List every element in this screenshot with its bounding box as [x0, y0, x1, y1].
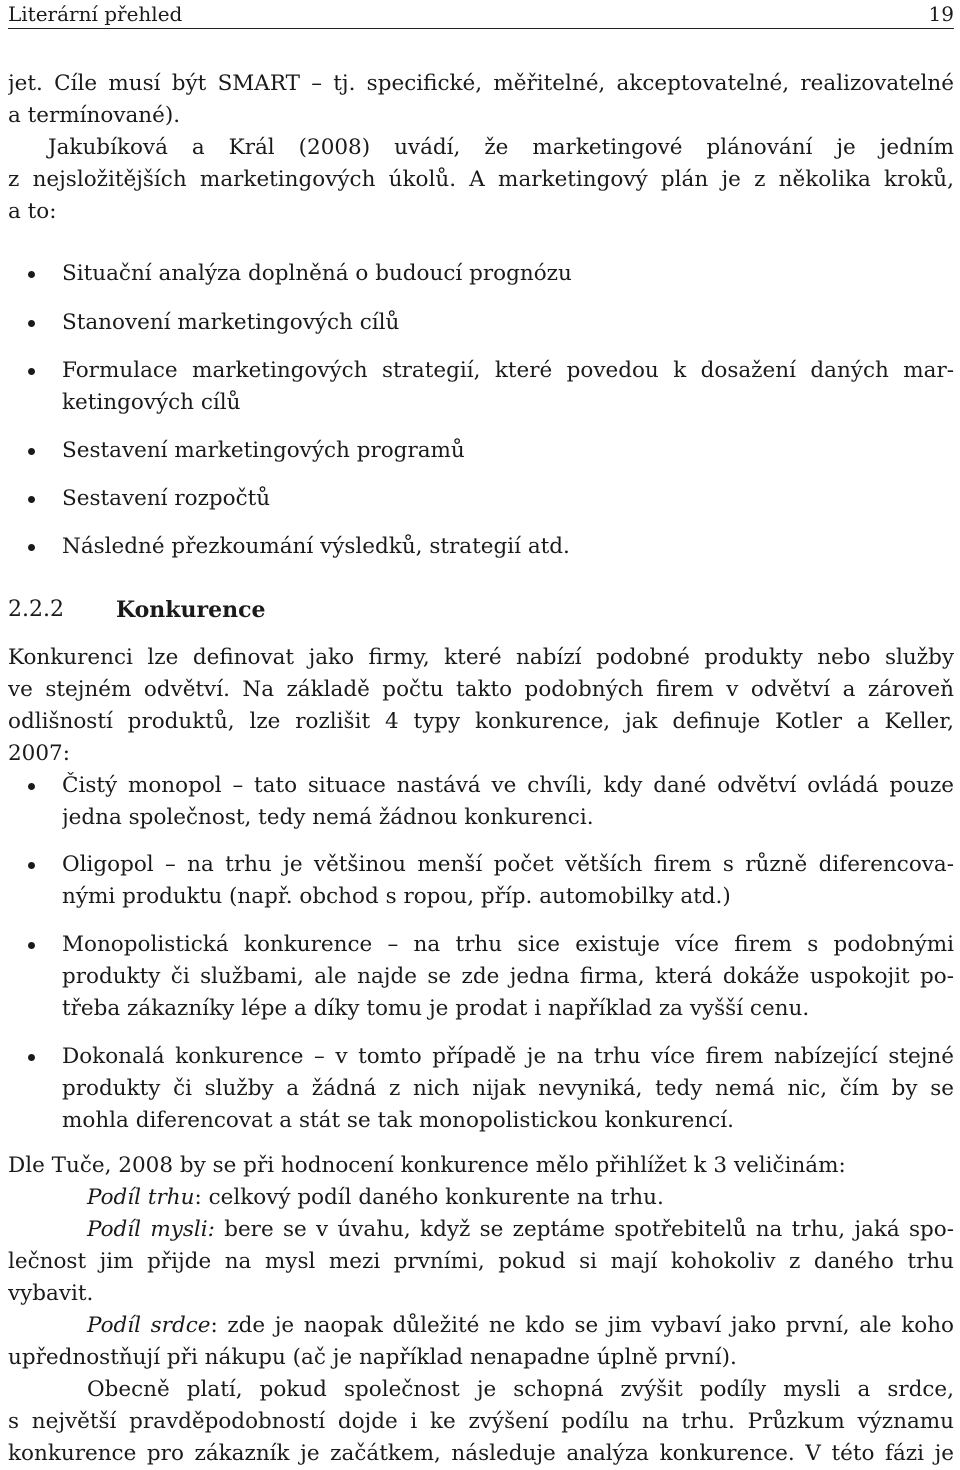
- list-item-text: Následné přezkoumání výsledků, strategií atd.: [62, 534, 570, 559]
- text-line: a to:: [8, 199, 57, 224]
- list-item-text: nými produktu (např. obchod s ropou, příp. automobilky atd.): [62, 884, 731, 909]
- bullet-icon: [28, 942, 35, 949]
- text-line: odlišností produktů, lze rozlišit 4 typy konkurence, jak definuje Kotler a Keller,: [8, 709, 954, 734]
- bullet-icon: [28, 544, 35, 551]
- mind-share-text: bere se v úvahu, když se zeptáme spotřebitelů na trhu, jaká spo-: [214, 1217, 954, 1242]
- text-line: upřednostňují při nákupu (ač je například nenapadne úplně první).: [8, 1345, 737, 1370]
- text-line: lečnost jim přijde na mysl mezi prvními, pokud si mají kohokoliv z daného trhu: [8, 1249, 954, 1274]
- list-item-text: třeba zákazníky lépe a díky tomu je prodat i například za vyšší cenu.: [62, 996, 810, 1021]
- bullet-icon: [28, 320, 35, 327]
- page-header: [8, 0, 954, 29]
- bullet-icon: [28, 1054, 35, 1061]
- text-line: ve stejném odvětví. Na základě počtu takto podobných firem v odvětví a zároveň: [8, 677, 954, 702]
- bullet-icon: [28, 496, 35, 503]
- list-item-text: Dokonalá konkurence – v tomto případě je na trhu více firem nabízející stejné: [62, 1044, 954, 1069]
- list-item-text: mohla diferencovat a stát se tak monopolistickou konkurencí.: [62, 1108, 734, 1133]
- bullet-icon: [28, 271, 35, 278]
- text-line: a termínované).: [8, 103, 181, 128]
- intro-paragraph: [8, 68, 954, 228]
- heart-share-text: : zde je naopak důležité ne kdo se jim vybaví jako první, ale koho: [210, 1313, 954, 1338]
- text-line: z nejsložitějších marketingových úkolů. A marketingový plán je z několika kroků,: [8, 167, 954, 192]
- competition-paragraph: [8, 642, 954, 770]
- list-item-text: Formulace marketingových strategií, které povedou k dosažení daných mar-: [62, 358, 954, 383]
- bullet-icon: [28, 862, 35, 869]
- list-item-text: ketingových cílů: [62, 390, 241, 415]
- heart-share-line: [8, 1310, 954, 1342]
- bullet-icon: [28, 448, 35, 455]
- section-number: 2.2.2: [8, 597, 64, 622]
- tuc-paragraph: [8, 1150, 954, 1470]
- text-line: konkurence pro zákazník je začátkem, následuje analýza konkurence. V této fázi je: [8, 1441, 954, 1466]
- section-title: Konkurence: [116, 597, 266, 623]
- mind-share-line: [8, 1214, 954, 1246]
- list-item-text: Oligopol – na trhu je většinou menší počet větších firem s různě diferencova-: [62, 852, 954, 877]
- list-item-text: Sestavení rozpočtů: [62, 486, 271, 511]
- list-item-text: Situační analýza doplněná o budoucí prognózu: [62, 261, 572, 286]
- text-line: Konkurenci lze definovat jako firmy, které nabízí podobné produkty nebo služby: [8, 645, 954, 670]
- market-share-line: [8, 1182, 954, 1214]
- list-item-text: produkty či služby a žádná z nich nijak nevyniká, tedy nemá nic, čím by se: [62, 1076, 954, 1101]
- list-item-text: Monopolistická konkurence – na trhu sice existuje více firem s podobnými: [62, 932, 954, 957]
- text-line: Jakubíková a Král (2008) uvádí, že marketingové plánování je jedním: [48, 135, 954, 160]
- market-share-text: : celkový podíl daného konkurente na trhu.: [194, 1185, 664, 1210]
- bullet-icon: [28, 783, 35, 790]
- heart-share-term: Podíl srdce: [87, 1313, 211, 1338]
- list-item-text: Čistý monopol – tato situace nastává ve chvíli, kdy dané odvětví ovládá pouze: [62, 773, 954, 798]
- market-share-term: Podíl trhu: [87, 1185, 195, 1210]
- bullet-icon: [28, 368, 35, 375]
- page-number: 19: [928, 2, 954, 26]
- text-line: Dle Tuče, 2008 by se při hodnocení konkurence mělo přihlížet k 3 veličinám:: [8, 1153, 846, 1178]
- list-item-text: Sestavení marketingových programů: [62, 438, 465, 463]
- list-item-text: Stanovení marketingových cílů: [62, 310, 400, 335]
- text-line: s největší pravděpodobností dojde i ke zvýšení podílu na trhu. Průzkum významu: [8, 1409, 954, 1434]
- text-line: Obecně platí, pokud společnost je schopná zvýšit podíly mysli a srdce,: [87, 1377, 954, 1402]
- list-item-text: produkty či službami, ale najde se zde jedna firma, která dokáže uspokojit po-: [62, 964, 954, 989]
- running-title: Literární přehled: [8, 2, 183, 26]
- mind-share-term: Podíl mysli:: [87, 1217, 215, 1242]
- text-line: jet. Cíle musí být SMART – tj. specifické, měřitelné, akceptovatelné, realizovatelné: [8, 71, 954, 96]
- text-line: 2007:: [8, 741, 70, 766]
- text-line: vybavit.: [8, 1281, 94, 1306]
- list-item-text: jedna společnost, tedy nemá žádnou konkurenci.: [62, 805, 594, 830]
